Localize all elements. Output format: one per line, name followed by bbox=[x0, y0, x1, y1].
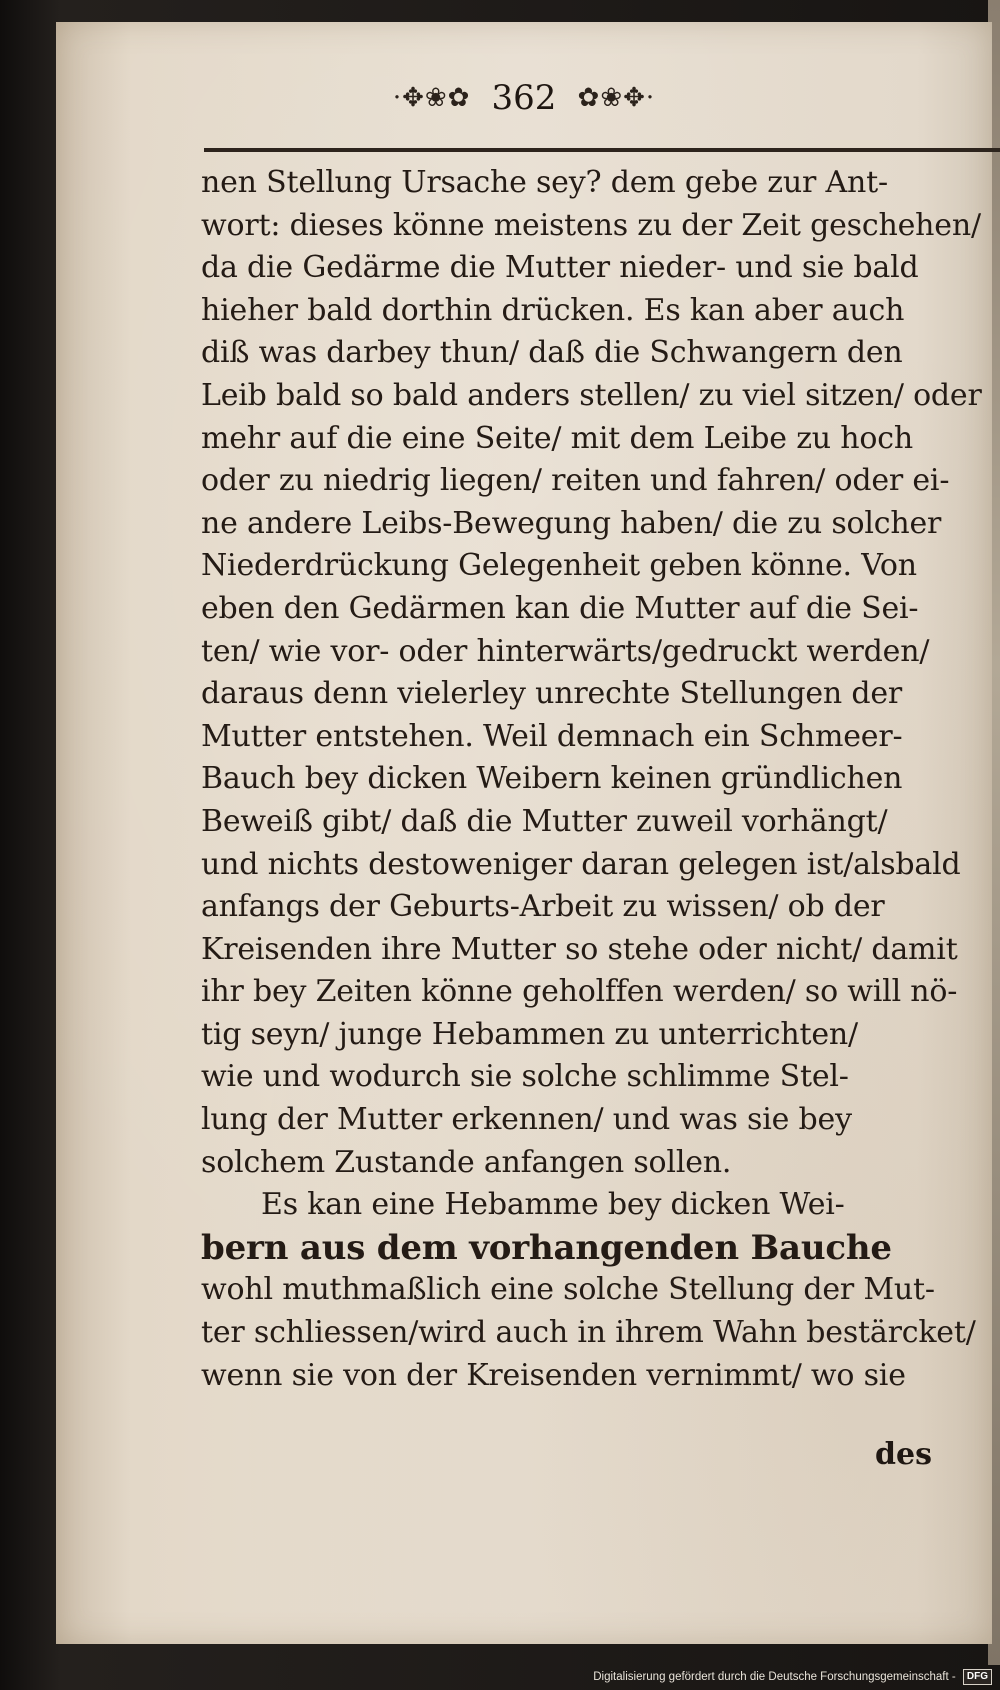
text-line: Beweiß gibt/ daß die Mutter zuweil vorhängt/ bbox=[201, 803, 888, 839]
text-line: Es kan eine Hebamme bey dicken Wei- bbox=[261, 1187, 845, 1223]
text-line: wie und wodurch sie solche schlimme Stel- bbox=[201, 1059, 849, 1095]
text-line: und nichts destoweniger daran gelegen ist/alsbald bbox=[201, 846, 961, 882]
text-line: Mutter entstehen. Weil demnach ein Schmeer- bbox=[201, 718, 903, 754]
catchword: des bbox=[875, 1437, 932, 1472]
header-ornament-right: ✿❀✥· bbox=[577, 83, 656, 113]
text-line: da die Gedärme die Mutter nieder- und sie bald bbox=[201, 250, 919, 286]
text-line: Kreisenden ihre Mutter so stehe oder nicht/ damit bbox=[201, 931, 958, 967]
text-line: Bauch bey dicken Weibern keinen gründlichen bbox=[201, 761, 903, 797]
page-header bbox=[56, 78, 992, 128]
text-line: wohl muthmaßlich eine solche Stellung der Mut- bbox=[201, 1272, 935, 1308]
body-text bbox=[201, 162, 1000, 1397]
book-page bbox=[56, 22, 992, 1644]
text-line: anfangs der Geburts-Arbeit zu wissen/ ob der bbox=[201, 889, 885, 925]
text-line: solchem Zustande anfangen sollen. bbox=[201, 1144, 732, 1180]
text-line: bern aus dem vorhangenden Bauche bbox=[201, 1227, 892, 1268]
text-line: ten/ wie vor- oder hinterwärts/gedruckt werden/ bbox=[201, 633, 930, 669]
text-line: eben den Gedärmen kan die Mutter auf die Sei- bbox=[201, 590, 919, 626]
text-line: ihr bey Zeiten könne geholffen werden/ so will nö- bbox=[201, 974, 958, 1010]
text-line: daraus denn vielerley unrechte Stellungen der bbox=[201, 676, 903, 712]
text-line: tig seyn/ junge Hebammen zu unterrichten/ bbox=[201, 1016, 858, 1052]
text-line: lung der Mutter erkennen/ und was sie bey bbox=[201, 1102, 852, 1138]
text-line: ter schliessen/wird auch in ihrem Wahn bestärcket/ bbox=[201, 1315, 976, 1351]
text-line: Leib bald so bald anders stellen/ zu viel sitzen/ oder bbox=[201, 377, 982, 413]
text-line: Niederdrückung Gelegenheit geben könne. Von bbox=[201, 548, 917, 584]
header-ornament-left: ·✥❀✿ bbox=[392, 83, 471, 113]
text-line: wort: dieses könne meistens zu der Zeit geschehen/ bbox=[201, 207, 981, 243]
text-line: oder zu niedrig liegen/ reiten und fahren/ oder ei- bbox=[201, 463, 950, 499]
text-line: hieher bald dorthin drücken. Es kan aber auch bbox=[201, 292, 905, 328]
text-line: mehr auf die eine Seite/ mit dem Leibe zu hoch bbox=[201, 420, 913, 456]
text-line: ne andere Leibs-Bewegung haben/ die zu solcher bbox=[201, 505, 942, 541]
header-rule bbox=[204, 148, 1000, 152]
text-line: wenn sie von der Kreisenden vernimmt/ wo sie bbox=[201, 1357, 906, 1393]
text-line: nen Stellung Ursache sey? dem gebe zur Ant- bbox=[201, 165, 888, 200]
dfg-logo: DFG bbox=[963, 1669, 992, 1685]
page-number: 362 bbox=[491, 78, 557, 118]
text-line: diß was darbey thun/ daß die Schwangern den bbox=[201, 335, 903, 371]
digitization-credit bbox=[593, 1668, 992, 1686]
credit-text: Digitalisierung gefördert durch die Deutsche Forschungsgemeinschaft - bbox=[593, 1671, 956, 1683]
